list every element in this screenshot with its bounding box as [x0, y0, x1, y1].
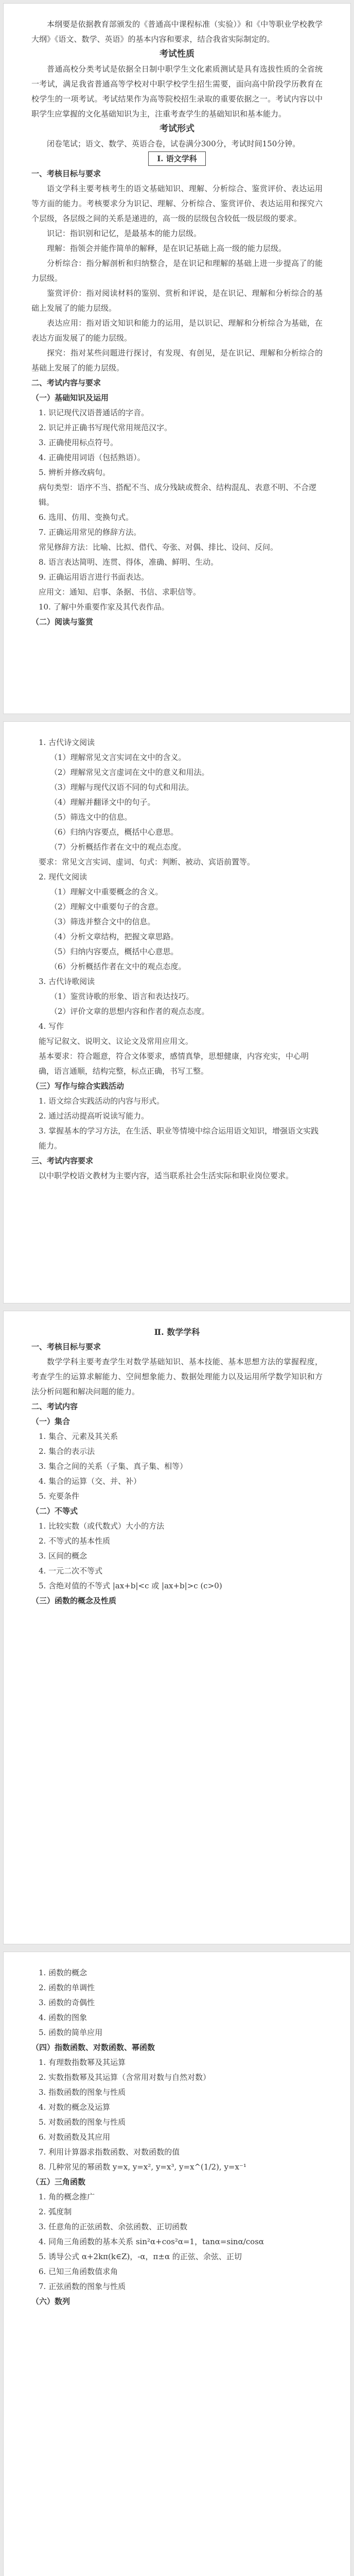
- list-item: 2. 识记并正确书写现代常用规范汉字。: [39, 423, 172, 432]
- list-item: 2. 不等式的基本性质: [39, 1536, 111, 1546]
- list-item: 10. 了解中外重要作家及其代表作品。: [39, 602, 169, 612]
- list-item: （5）筛选文中的信息。: [50, 812, 132, 822]
- chinese-section-heading: Ⅰ. 语文学科: [31, 151, 323, 166]
- list-item: 4. 集合的运算（交、并、补）: [39, 1477, 141, 1486]
- list-item: 6. 选用、仿用、变换句式。: [39, 513, 134, 522]
- list-item: （1）鉴赏诗歌的形象、语言和表达技巧。: [50, 992, 194, 1001]
- list-item: （2）评价文章的思想内容和作者的观点态度。: [50, 1007, 209, 1016]
- list-item: 1. 语文综合实践活动的内容与形式。: [39, 1096, 165, 1106]
- list-item: 5. 辨析并修改病句。: [39, 468, 111, 477]
- skill-paragraph: 表达应用：指对语文知识和能力的运用，是以识记、理解和分析综合为基础，在表达方面发展了的能力层级。: [31, 318, 323, 343]
- list-item: 2. 实数指数幂及其运算（含常用对数与自然对数）: [39, 2073, 211, 2082]
- list-item: 9. 正确运用语言进行书面表达。: [39, 572, 149, 582]
- list-heading: 三、考试内容要求: [31, 1156, 94, 1165]
- chinese-goal-paragraph: 语文学科主要考核考生的语文基础知识、理解、分析综合、鉴赏评价、表达运用等方面的能力。考核要求分为识记、理解、分析综合、鉴赏评价、表达运用和探究六个层级，各层级之间的关系是递进的，高一级的层级包含较低一级层级的要求。: [31, 184, 323, 223]
- function-topics-list: [31, 1965, 323, 2309]
- exam-nature-heading: 考试性质: [160, 49, 194, 59]
- list-item: 3. 区间的概念: [39, 1551, 87, 1561]
- list-item: 3. 函数的奇偶性: [39, 1998, 95, 2007]
- list-item: （4）理解并翻译文中的句子。: [50, 798, 155, 807]
- exam-format-paragraph: 闭卷笔试；语文、数学、英语合卷，试卷满分300分，考试时间150分钟。: [47, 139, 300, 148]
- list-item: 3. 指数函数的图象与性质: [39, 2088, 126, 2097]
- list-item: 8. 语言表达简明、连贯、得体，准确、鲜明、生动。: [39, 557, 219, 567]
- list-item: （4）分析文章结构，把握文章思路。: [50, 932, 179, 941]
- list-item: 5. 充要条件: [39, 1492, 80, 1501]
- math-goal-heading: 一、考核目标与要求: [31, 1342, 101, 1351]
- math-goal-paragraph: 数学学科主要考查学生对数学基础知识、基本技能、基本思想方法的掌握程度，考查学生的运算求解能力、空间想象能力、数据处理能力以及运用所学数学知识和方法分析问题和解决问题的能力。: [31, 1357, 323, 1396]
- list-item: （6）分析概括作者在文中的观点态度。: [50, 962, 186, 971]
- math-content-heading: 二、考试内容: [31, 1402, 78, 1411]
- page-2: [3, 721, 351, 1303]
- list-heading: （二）阅读与鉴赏: [31, 617, 94, 626]
- skill-paragraph: 探究：指对某些问题进行探讨，有发现、有创见，是在识记、理解和分析综合的基础上发展了的能力层级。: [31, 348, 323, 372]
- list-item: 3. 集合之间的关系（子集、真子集、相等）: [39, 1462, 188, 1471]
- reading-requirements-list: [31, 735, 323, 1183]
- list-heading: （五）三角函数: [31, 2177, 86, 2187]
- list-item: 4. 一元二次不等式: [39, 1566, 103, 1575]
- page-3: [3, 1311, 351, 1944]
- list-item: 2. 现代文阅读: [39, 872, 87, 882]
- list-item: 4. 对数的概念及运算: [39, 2103, 111, 2112]
- list-item: 2. 函数的单调性: [39, 1983, 95, 1992]
- list-heading: （六）数列: [31, 2297, 70, 2306]
- list-item: （7）分析概括作者在文中的观点态度。: [50, 842, 186, 852]
- list-heading: （二）不等式: [31, 1506, 78, 1516]
- list-item: 5. 对数函数的图象与性质: [39, 2117, 126, 2127]
- page-1: [3, 3, 351, 714]
- list-item: （6）归纳内容要点，概括中心意思。: [50, 827, 179, 837]
- intro-paragraph: 本纲要是依据教育部颁发的《普通高中课程标准（实验）》和《中等职业学校教学大纲》《语文、数学、英语》的基本内容和要求，结合我省实际制定的。: [31, 20, 323, 44]
- list-item: 要求：常见文言实词、虚词、句式：判断、被动、宾语前置等。: [39, 857, 255, 867]
- list-item: （2）理解文中重要句子的含意。: [50, 902, 163, 911]
- list-item: 1. 有理数指数幂及其运算: [39, 2058, 126, 2067]
- list-item: 基本要求：符合题意，符合文体要求，感情真挚，思想健康，内容充实，中心明确，语言通顺，结构完整，标点正确，书写工整。: [39, 1052, 309, 1076]
- list-heading: （四）指数函数、对数函数、幂函数: [31, 2043, 155, 2052]
- list-item: 1. 角的概念推广: [39, 2192, 95, 2201]
- list-item: （1）理解常见文言实词在文中的含义。: [50, 753, 186, 762]
- skill-paragraph: 识记：指识别和记忆，是最基本的能力层级。: [47, 229, 202, 238]
- list-item: 1. 比较实数（或代数式）大小的方法: [39, 1521, 165, 1531]
- chinese-content-list: [31, 391, 323, 630]
- list-item: 4. 写作: [39, 1022, 64, 1031]
- skill-paragraph: 分析综合：指分解剖析和归纳整合，是在识记和理解的基础上进一步提高了的能力层级。: [31, 259, 323, 283]
- chinese-goal-heading: 一、考核目标与要求: [31, 169, 101, 178]
- list-item: （3）筛选并整合文中的信息。: [50, 917, 155, 926]
- list-item: 以中职学校语文教材为主要内容，适当联系社会生活实际和职业岗位要求。: [39, 1171, 294, 1180]
- list-item: 4. 同角三角函数的基本关系 sin²α+cos²α=1，tanα=sinα/cosα: [39, 2237, 264, 2246]
- list-item: 3. 正确使用标点符号。: [39, 438, 118, 447]
- list-item: 7. 正弦函数的图象与性质: [39, 2282, 126, 2291]
- list-heading: （一）集合: [31, 1417, 70, 1426]
- list-item: 4. 正确使用词语（包括熟语）。: [39, 453, 145, 462]
- list-item: 6. 对数函数及其应用: [39, 2132, 111, 2142]
- list-item: 常见修辞方法：比喻、比拟、借代、夸张、对偶、排比、设问、反问。: [39, 543, 278, 552]
- math-content-list: [31, 1414, 323, 1608]
- list-item: 5. 函数的简单应用: [39, 2028, 103, 2037]
- list-heading: （三）写作与综合实践活动: [31, 1081, 125, 1091]
- list-item: 4. 函数的图象: [39, 2013, 87, 2022]
- list-item: 能写记叙文、说明文、议论文及常用应用文。: [39, 1037, 193, 1046]
- chinese-content-heading: 二、考试内容与要求: [31, 378, 101, 387]
- list-item: （2）理解常见文言虚词在文中的意义和用法。: [50, 768, 209, 777]
- skill-paragraph: 鉴赏评价：指对阅读材料的鉴别、赏析和评说，是在识记、理解和分析综合的基础上发展了的能力层级。: [31, 289, 323, 313]
- list-item: 6. 已知三角函数值求角: [39, 2267, 118, 2276]
- list-item: 1. 函数的概念: [39, 1968, 87, 1977]
- exam-nature-paragraph: 普通高校分类考试是依据全日制中职学生文化素质测试是具有选拔性质的全省统一考试，满足我省普通高等学校对中职学校学生招生需要，面向高中阶段学历教育在校学生的一项考试。考试结果作为高等院校招生录取的重要依据之一。考试内容以中职学生应掌握的文化基础知识为主，注重考查学生的基础知识和基本能力。: [31, 64, 323, 118]
- math-section-heading: Ⅱ. 数学学科: [154, 1327, 200, 1337]
- list-item: 2. 通过活动提高听说读写能力。: [39, 1111, 149, 1121]
- list-item: 7. 正确运用常见的修辞方法。: [39, 528, 141, 537]
- list-item: 应用文：通知、启事、条据、书信、求职信等。: [39, 587, 201, 597]
- page-4: [3, 1952, 351, 2576]
- list-item: 5. 诱导公式 α+2kπ(k∈Z)，-α，π±α 的正弦、余弦、正切: [39, 2252, 242, 2261]
- list-item: 1. 识记现代汉语普通话的字音。: [39, 408, 149, 417]
- list-item: 1. 古代诗文阅读: [39, 738, 95, 747]
- list-item: （3）理解与现代汉语不同的句式和用法。: [50, 783, 194, 792]
- list-item: 2. 弧度制: [39, 2207, 72, 2216]
- list-item: （1）理解文中重要概念的含义。: [50, 887, 163, 896]
- list-item: 5. 含绝对值的不等式 |ax+b|<c 或 |ax+b|>c (c>0): [39, 1581, 222, 1590]
- list-item: 3. 任意角的正弦函数、余弦函数、正切函数: [39, 2222, 188, 2231]
- list-item: （5）归纳内容要点，概括中心意思。: [50, 947, 179, 956]
- list-item: 3. 古代诗歌阅读: [39, 977, 95, 986]
- list-item: 7. 利用计算器求指数函数、对数函数的值: [39, 2147, 180, 2157]
- list-item: 3. 掌握基本的学习方法，在生活、职业等情境中综合运用语文知识，增强语文实践能力。: [39, 1126, 319, 1150]
- skill-paragraph: 理解：指领会并能作简单的解释，是在识记基础上高一级的能力层级。: [47, 244, 287, 253]
- list-item: 2. 集合的表示法: [39, 1447, 95, 1456]
- list-item: 病句类型：语序不当、搭配不当、成分残缺或赘余、结构混乱、表意不明、不合逻辑。: [39, 483, 317, 507]
- list-item: 8. 几种常见的幂函数 y=x, y=x², y=x³, y=x^(1/2), y=x⁻¹: [39, 2162, 246, 2172]
- list-heading: （三）函数的概念及性质: [31, 1596, 117, 1605]
- exam-format-heading: 考试形式: [160, 124, 194, 134]
- list-heading: （一）基础知识及运用: [31, 393, 109, 402]
- list-item: 1. 集合、元素及其关系: [39, 1432, 118, 1441]
